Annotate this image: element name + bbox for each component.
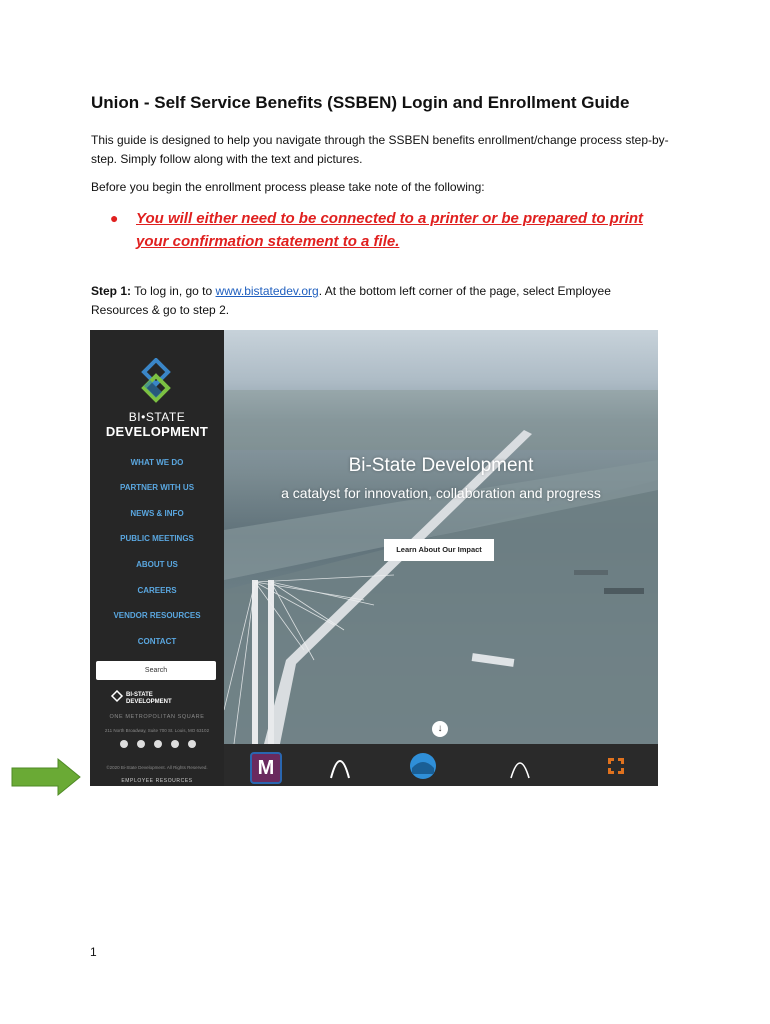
nav-careers[interactable]: CAREERS — [137, 586, 177, 595]
green-arrow-icon — [10, 757, 82, 797]
step-1-label: Step 1: — [91, 284, 132, 298]
brand-name-line2: DEVELOPMENT — [105, 424, 209, 439]
before-begin-text: Before you begin the enrollment process please take note of the following: — [91, 180, 485, 194]
step-1-paragraph — [91, 282, 671, 320]
step-1-text-b: . At the bottom left corner of the page, select Employee Resources & go to step 2. — [91, 284, 611, 317]
bullet-icon: ● — [110, 210, 119, 226]
freight-district-logo-icon[interactable] — [606, 756, 626, 776]
metro-logo-icon[interactable] — [250, 752, 282, 784]
nav-contact[interactable]: CONTACT — [137, 637, 177, 646]
brand-name-line1: BI•STATE — [128, 410, 186, 424]
small-logo-icon — [110, 690, 124, 704]
page-number: 1 — [90, 945, 97, 959]
facebook-icon[interactable] — [137, 740, 145, 748]
footer-address-1: ONE METROPOLITAN SQUARE — [109, 714, 205, 720]
website-sidebar — [90, 330, 224, 786]
linkedin-icon[interactable] — [171, 740, 179, 748]
riverboats-logo-icon[interactable] — [408, 752, 438, 780]
footer-brand-line1: BI-STATE — [126, 692, 153, 698]
nav-vendor-resources[interactable]: VENDOR RESOURCES — [113, 611, 201, 620]
important-note — [112, 207, 672, 253]
hero-title: Bi-State Development — [348, 455, 534, 476]
employee-resources-link[interactable]: EMPLOYEE RESOURCES — [121, 778, 193, 784]
footer-brand-line2: DEVELOPMENT — [126, 699, 172, 705]
bridge-scene-icon — [224, 330, 658, 744]
flickr-icon[interactable] — [188, 740, 196, 748]
metro-logo-letter: M — [257, 757, 275, 779]
learn-about-impact-button[interactable]: Learn About Our Impact — [384, 539, 494, 561]
twitter-icon[interactable] — [120, 740, 128, 748]
nav-partner-with-us[interactable]: PARTNER WITH US — [119, 483, 195, 492]
page-title: Union - Self Service Benefits (SSBEN) Login and Enrollment Guide — [91, 93, 630, 112]
nav-public-meetings[interactable]: PUBLIC MEETINGS — [120, 534, 194, 543]
nav-what-we-do[interactable]: WHAT WE DO — [130, 458, 184, 467]
youtube-icon[interactable] — [154, 740, 162, 748]
website-screenshot — [90, 330, 658, 786]
intro-paragraph: This guide is designed to help you navigate through the SSBEN benefits enrollment/change process step-by-step. Simply follow along with the text and pictures. — [91, 133, 669, 166]
step-1-text-a: To log in, go to — [131, 284, 216, 298]
bistate-logo-icon — [136, 358, 176, 406]
footer-address-2: 211 North Broadway, Suite 700 St. Louis, MO 63102 — [104, 728, 210, 733]
footer-copyright: ©2020 Bi-State Development. All Rights Reserved. — [106, 765, 208, 770]
important-note-text: You will either need to be connected to a printer or be prepared to print your confirmation statement to a file. — [136, 210, 644, 250]
gateway-arch-logo-icon[interactable] — [328, 750, 352, 780]
hero-subtitle: a catalyst for innovation, collaboration and progress — [281, 485, 601, 501]
bistatedev-link[interactable]: www.bistatedev.org — [215, 284, 319, 298]
scroll-down-icon[interactable]: ↓ — [432, 721, 448, 737]
footer-brand — [126, 692, 172, 706]
nav-news-info[interactable]: NEWS & INFO — [130, 509, 184, 518]
nav-about-us[interactable]: ABOUT US — [136, 560, 178, 569]
hero-image — [224, 330, 658, 744]
partner-logos-bar — [224, 744, 658, 786]
arch-logo-icon[interactable] — [508, 752, 532, 780]
search-input[interactable]: Search — [96, 661, 216, 680]
